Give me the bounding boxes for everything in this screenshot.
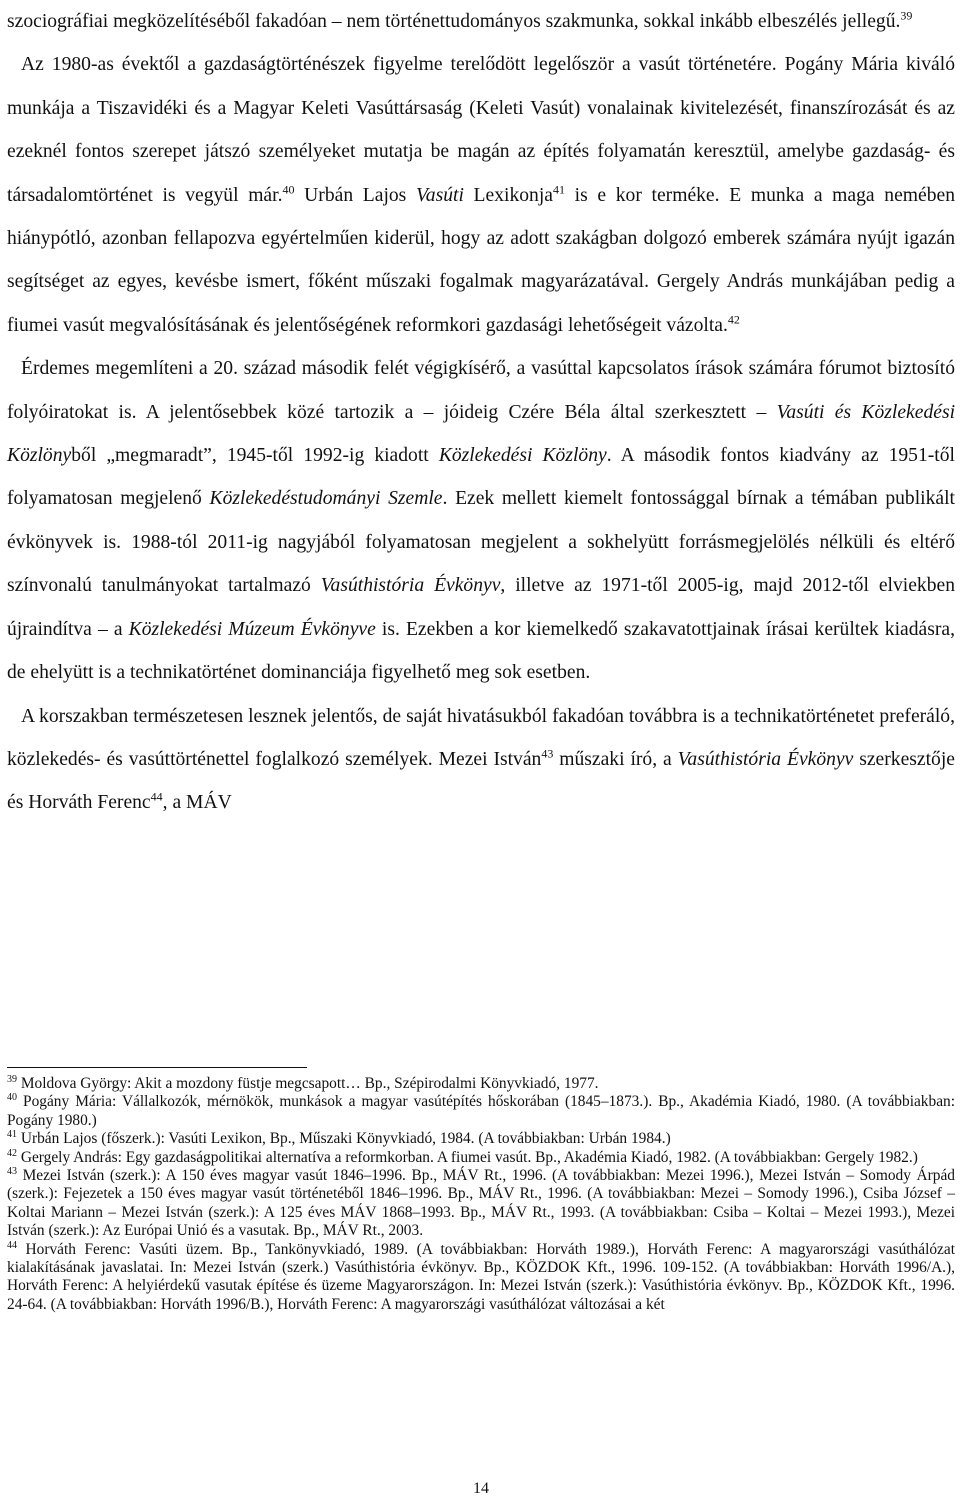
footnote-ref[interactable]: 42: [727, 312, 740, 327]
italic-title: Közlekedési Múzeum Évkönyve: [128, 618, 376, 640]
paragraph: [7, 43, 955, 347]
text-run: szerkesztője és Horváth Ferenc: [7, 748, 955, 814]
text-run: Lexikonja: [463, 184, 553, 206]
footnote-text: Pogány Mária: Vállalkozók, mérnökök, munkások a magyar vasútépítés hőskorában (1845–1873.). Bp., Akadémia Kiadó, 1980. (A továbbiakban: Pogány 1980.): [7, 1093, 955, 1129]
footnote-ref[interactable]: 43: [541, 746, 554, 761]
text-run: műszaki író, a: [553, 748, 678, 770]
footnote: [7, 1167, 955, 1241]
footnote-text: Gergely András: Egy gazdaságpolitikai alternatíva a reformkorban. A fiumei vasút. Bp., Akadémia Kiadó, 1982. (A továbbiakban: Gergely 1982.): [17, 1148, 918, 1166]
text-run: Az 1980-as évektől a gazdaságtörténészek figyelme terelődött legelőször a vasút történetére. Pogány Mária kiváló munkája a Tiszavidéki és a Magyar Keleti Vasúttársaság (Keleti Vasút) vonalainak kivitelezését, finanszírozását és az ezeknél fontos szerepet játszó személyeket mutatja be magán az építés folyamatán keresztül, amelybe gazdaság- és társadalomtörténet is vegyül már.: [7, 54, 955, 206]
text-run: Érdemes megemlíteni a 20. század második felét végigkísérő, a vasúttal kapcsolatos írások számára fórumot biztosító folyóiratokat is. A jelentősebbek közé tartozik a – jóideig Czére Béla által szerkesztett –: [7, 358, 955, 423]
text-run: is e kor terméke. E munka a maga nemében hiánypótló, azonban fellapozva egyértelműen kiderül, hogy az adott szakágban dolgozó emberek számára nyújt igazán segítséget az egyes, kevésbe ismert, főként műszaki fogalmak magyarázatával. Gergely András munkájában pedig a fiumei vasút megvalósításának és jelentőségének reformkori gazdasági lehetőségeit vázolta.: [7, 184, 955, 336]
text-run: . A második fontos kiadvány az 1951-től folyamatosan megjelenő: [7, 445, 955, 510]
page-number: 14: [473, 1480, 489, 1497]
footnote-number: 41: [7, 1129, 17, 1141]
text-run: Urbán Lajos: [294, 184, 416, 206]
footnote-ref[interactable]: 41: [553, 182, 565, 197]
italic-title: Közlekedési Közlöny: [438, 445, 607, 467]
footnote: [7, 1149, 955, 1167]
footnote: [7, 1075, 955, 1093]
text-run: , a MÁV: [162, 792, 232, 814]
footnote: [7, 1241, 955, 1315]
paragraph: [7, 0, 955, 43]
footnote-separator: [7, 1067, 307, 1068]
text-run: is. Ezekben a kor kiemelkedő szakavatottjainak írásai kerültek kiadásra, de ehelyütt is a technikatörténet dominanciája figyelhető meg sok esetben.: [7, 618, 955, 684]
italic-title: Közlekedéstudományi Szemle: [209, 488, 443, 510]
paragraph: [7, 347, 955, 694]
footnote-ref[interactable]: 39: [900, 8, 913, 23]
italic-title: Vasúti és Közlekedési Közlöny: [7, 401, 956, 467]
italic-title: Vasúthistória Évkönyv: [320, 575, 501, 597]
text-run: ből „megmaradt”, 1945-től 1992-ig kiadott: [71, 445, 439, 467]
footnote-text: Horváth Ferenc: Vasúti üzem. Bp., Tankönyvkiadó, 1989. (A továbbiakban: Horváth 1989.), Horváth Ferenc: A magyarországi vasúthálózat kialakításának javaslatai. In: Mezei István (szerk.) Vasúthistória évkönyv. Bp., KÖZDOK Kft., 1996. 109-152. (A továbbiakban: Horváth 1996/A.), Horváth Ferenc: A helyiérdekű vasutak építése és üzeme Magyarországon. In: Mezei István (szerk.): Vasúthistória évkönyv. Bp., KÖZDOK Kft., 1996. 24-64. (A továbbiakban: Horváth 1996/B.), Horváth Ferenc: A magyarországi vasúthálózat változásai a két: [7, 1240, 955, 1313]
footnote: [7, 1093, 955, 1130]
footnote-text: Moldova György: Akit a mozdony füstje megcsapott… Bp., Szépirodalmi Könyvkiadó, 1977.: [17, 1075, 599, 1092]
text-run: A korszakban természetesen lesznek jelentős, de saját hivatásukból fakadóan továbbra is a technikatörténetet preferáló, közlekedés- és vasúttörténettel foglalkozó személyek. Mezei István: [7, 705, 955, 770]
footnote-ref[interactable]: 40: [282, 182, 295, 197]
text-run: szociográfiai megközelítéséből fakadóan – nem történettudományos szakmunka, sokkal inkább elbeszélés jellegű.: [7, 11, 901, 32]
footnotes: [7, 1075, 955, 1314]
text-run: . Ezek mellett kiemelt fontossággal bírnak a témában publikált évkönyvek is. 1988-tól 2011-ig nagyjából folyamatosan megjelent a sokhelyütt forrásmegjelölés nélküli és eltérő színvonalú tanulmányokat tartalmazó: [7, 488, 955, 597]
footnote-ref[interactable]: 44: [150, 789, 163, 804]
body-text: [7, 0, 955, 825]
text-run: , illetve az 1971-től 2005-ig, majd 2012-től elviekben újraindítva – a: [7, 575, 955, 640]
footnote-number: 39: [7, 1073, 17, 1085]
footnote-number: 40: [7, 1092, 17, 1104]
paragraph: [7, 695, 955, 825]
footnote-text: Urbán Lajos (főszerk.): Vasúti Lexikon, Bp., Műszaki Könyvkiadó, 1984. (A továbbiakban: Urbán 1984.): [17, 1130, 671, 1148]
footnote-number: 43: [7, 1165, 17, 1177]
footnote: [7, 1130, 955, 1148]
footnote-number: 44: [7, 1239, 17, 1251]
italic-title: Vasúti: [415, 184, 464, 206]
footnote-number: 42: [7, 1147, 17, 1159]
footnote-text: Mezei István (szerk.): A 150 éves magyar vasút 1846–1996. Bp., MÁV Rt., 1996. (A továbbiakban: Mezei 1996.), Mezei István – Somody Árpád (szerk.): Fejezetek a 150 éves magyar vasút történetéből 1846–1996. Bp., MÁV Rt., 1996. (A továbbiakban: Mezei – Somody 1996.), Csiba József – Koltai Mariann – Mezei István (szerk.): A 125 éves MÁV 1868–1993. Bp., MÁV Rt., 1993. (A továbbiakban: Csiba – Koltai – Mezei 1993.), Mezei István (szerk.): Az Európai Unió és a vasutak. Bp., MÁV Rt., 2003.: [7, 1167, 955, 1240]
italic-title: Vasúthistória Évkönyv: [677, 748, 854, 770]
document-page: [7, 0, 956, 1497]
